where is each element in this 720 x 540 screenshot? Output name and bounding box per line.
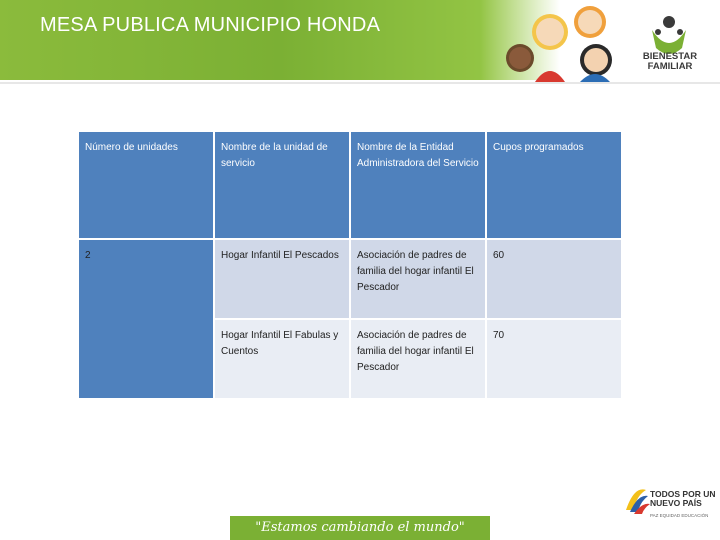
table-cell: 60 bbox=[486, 239, 622, 319]
page-title: MESA PUBLICA MUNICIPIO HONDA bbox=[40, 14, 381, 36]
header-cell: Nombre de la Entidad Administradora del Servicio bbox=[350, 131, 486, 239]
table-cell: Hogar Infantil El Fabulas y Cuentos bbox=[214, 319, 350, 399]
table-cell: 70 bbox=[486, 319, 622, 399]
table-cell: Hogar Infantil El Pescados bbox=[214, 239, 350, 319]
header-cell: Nombre de la unidad de servicio bbox=[214, 131, 350, 239]
gov-logo-subtitle: PAZ EQUIDAD EDUCACIÓN bbox=[650, 513, 709, 518]
logo-text-line1: BIENESTAR bbox=[642, 51, 698, 62]
slide-header bbox=[0, 0, 720, 90]
children-illustration bbox=[490, 0, 630, 82]
table-header-row bbox=[78, 131, 622, 239]
bienestar-logo-text bbox=[636, 52, 704, 72]
units-table bbox=[77, 130, 623, 400]
header-green-band bbox=[0, 0, 560, 80]
footer-slogan: "Estamos cambiando el mundo" bbox=[255, 520, 465, 535]
header-cell: Cupos programados bbox=[486, 131, 622, 239]
header-divider bbox=[0, 82, 720, 84]
gov-logo-line1: TODOS POR UN bbox=[650, 489, 716, 499]
gov-logo-line2: NUEVO PAÍS bbox=[650, 498, 702, 508]
gov-logo-text bbox=[650, 490, 718, 508]
table-cell: Asociación de padres de familia del hogar infantil El Pescador bbox=[350, 239, 486, 319]
table-row bbox=[78, 239, 622, 319]
table-cell: Asociación de padres de familia del hogar infantil El Pescador bbox=[350, 319, 486, 399]
header-cell: Número de unidades bbox=[78, 131, 214, 239]
logo-text-line2: FAMILIAR bbox=[647, 61, 693, 72]
unit-count-cell: 2 bbox=[78, 239, 214, 399]
